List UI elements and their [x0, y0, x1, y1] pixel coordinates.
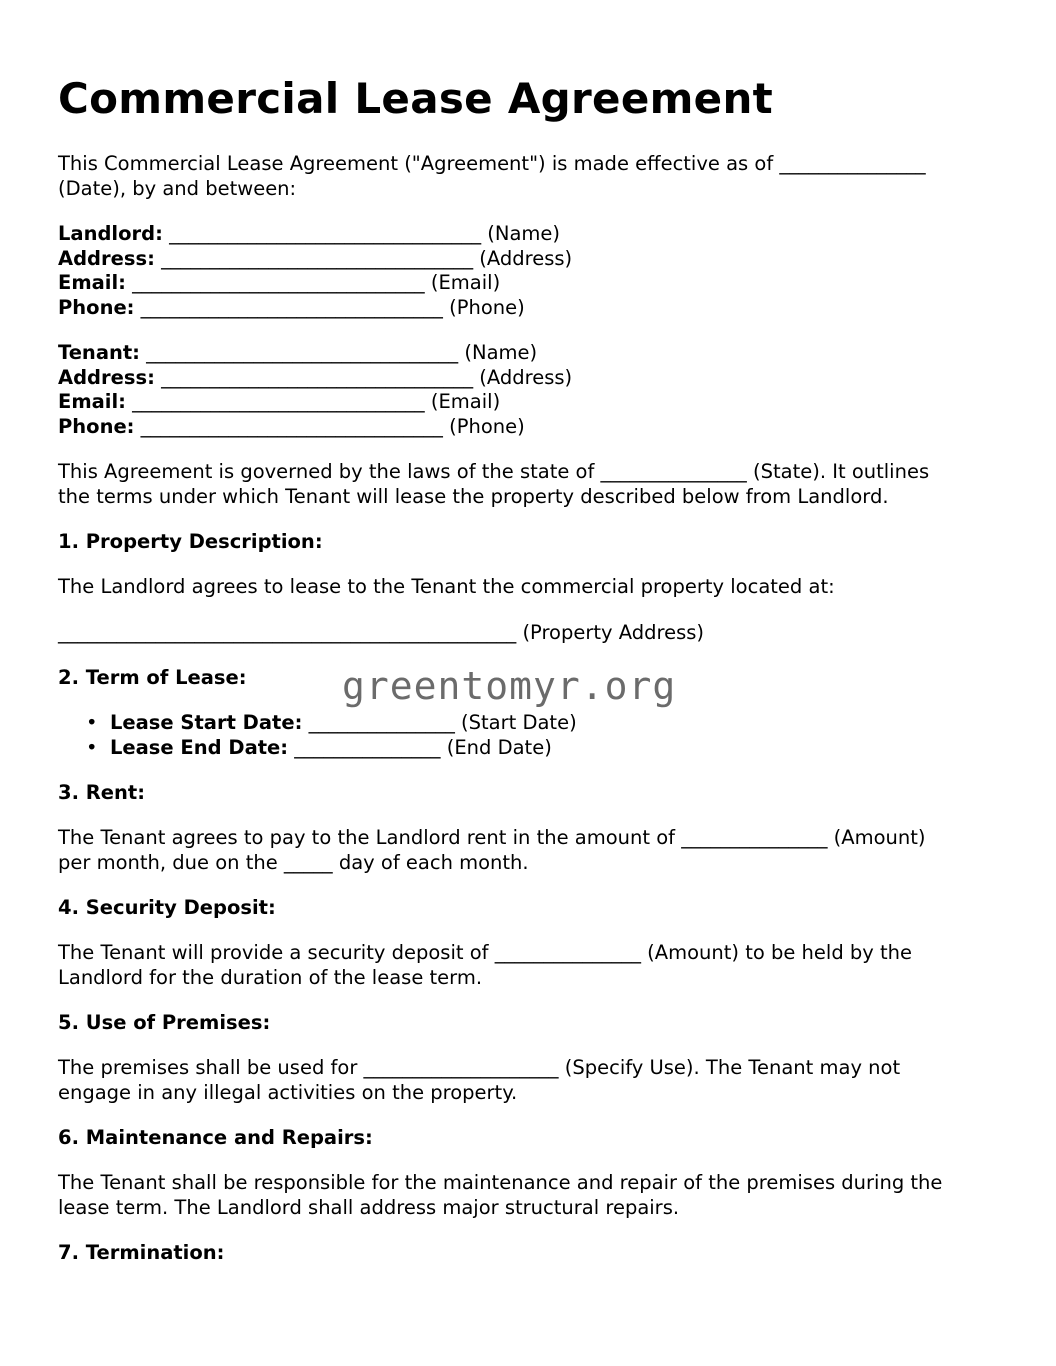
- landlord-email-line: [58, 271, 500, 296]
- tenant-phone-label: Phone:: [58, 415, 135, 438]
- landlord-address-field: ________________________________ (Address): [154, 247, 573, 270]
- landlord-email-label: Email:: [58, 271, 126, 294]
- watermark-text: greentomyr.org: [342, 664, 677, 708]
- section-6-heading: 6. Maintenance and Repairs:: [58, 1126, 373, 1149]
- section-2-heading: 2. Term of Lease:: [58, 666, 247, 689]
- section-3-line-2: per month, due on the _____ day of each month.: [58, 851, 529, 874]
- section-4-line-1: The Tenant will provide a security deposit of _______________ (Amount) to be held by the: [58, 941, 913, 964]
- bullet-start: •: [86, 711, 98, 734]
- lease-start-label: Lease Start Date:: [110, 711, 303, 734]
- section-4-line-2: Landlord for the duration of the lease term.: [58, 966, 483, 989]
- section-3-heading: 3. Rent:: [58, 781, 146, 804]
- lease-start-field: _______________ (Start Date): [302, 711, 577, 734]
- property-address-line: _______________________________________________ (Property Address): [58, 621, 705, 644]
- lease-start-line: [110, 711, 577, 736]
- landlord-address-label: Address:: [58, 247, 155, 270]
- document-title: Commercial Lease Agreement: [58, 74, 774, 123]
- section-5-heading: 5. Use of Premises:: [58, 1011, 271, 1034]
- section-6-line-2: lease term. The Landlord shall address major structural repairs.: [58, 1196, 680, 1219]
- landlord-email-field: ______________________________ (Email): [125, 271, 501, 294]
- section-4-heading: 4. Security Deposit:: [58, 896, 276, 919]
- landlord-phone-line: [58, 296, 525, 321]
- section-1-heading: 1. Property Description:: [58, 530, 323, 553]
- tenant-phone-field: _______________________________ (Phone): [134, 415, 525, 438]
- tenant-address-label: Address:: [58, 366, 155, 389]
- tenant-email-line: [58, 390, 500, 415]
- lease-end-line: [110, 736, 552, 761]
- landlord-phone-field: _______________________________ (Phone): [134, 296, 525, 319]
- landlord-address-line: [58, 247, 572, 272]
- intro-line-1: This Commercial Lease Agreement ("Agreement") is made effective as of _______________: [58, 152, 926, 175]
- tenant-email-field: ______________________________ (Email): [125, 390, 501, 413]
- tenant-name-line: [58, 341, 537, 366]
- section-1-text: The Landlord agrees to lease to the Tenant the commercial property located at:: [58, 575, 835, 598]
- landlord-name-label: Landlord:: [58, 222, 163, 245]
- tenant-name-field: ________________________________ (Name): [139, 341, 538, 364]
- lease-end-field: _______________ (End Date): [288, 736, 552, 759]
- bullet-end: •: [86, 736, 98, 759]
- section-5-line-2: engage in any illegal activities on the property.: [58, 1081, 518, 1104]
- tenant-email-label: Email:: [58, 390, 126, 413]
- tenant-address-field: ________________________________ (Address): [154, 366, 573, 389]
- lease-end-label: Lease End Date:: [110, 736, 289, 759]
- governing-line-1: This Agreement is governed by the laws of the state of _______________ (State). It outlines: [58, 460, 930, 483]
- landlord-name-field: ________________________________ (Name): [162, 222, 561, 245]
- landlord-name-line: [58, 222, 560, 247]
- section-6-line-1: The Tenant shall be responsible for the maintenance and repair of the premises during the: [58, 1171, 943, 1194]
- section-3-line-1: The Tenant agrees to pay to the Landlord rent in the amount of _______________ (Amount): [58, 826, 926, 849]
- tenant-address-line: [58, 366, 572, 391]
- landlord-phone-label: Phone:: [58, 296, 135, 319]
- tenant-phone-line: [58, 415, 525, 440]
- intro-line-2: (Date), by and between:: [58, 177, 297, 200]
- governing-line-2: the terms under which Tenant will lease the property described below from Landlord.: [58, 485, 889, 508]
- section-7-heading: 7. Termination:: [58, 1241, 225, 1264]
- tenant-name-label: Tenant:: [58, 341, 140, 364]
- section-5-line-1: The premises shall be used for ____________________ (Specify Use). The Tenant may not: [58, 1056, 901, 1079]
